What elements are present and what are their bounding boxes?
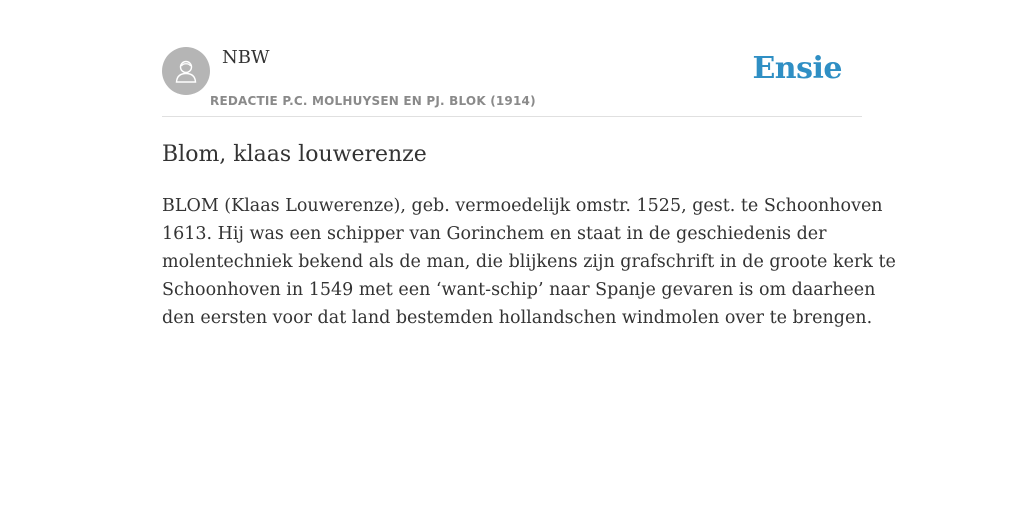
body-line: BLOM (Klaas Louwerenze), geb. vermoedelijk omstr. 1525, gest. te Schoonhoven bbox=[162, 196, 883, 216]
article-body bbox=[162, 192, 896, 332]
body-line: den eersten voor dat land bestemden hollandschen windmolen over te brengen. bbox=[162, 308, 873, 328]
source-subtitle: REDACTIE P.C. MOLHUYSEN EN PJ. BLOK (1914) bbox=[210, 94, 536, 108]
body-line: 1613. Hij was een schipper van Gorinchem en staat in de geschiedenis der bbox=[162, 224, 827, 244]
source-name[interactable]: NBW bbox=[222, 47, 270, 68]
user-icon bbox=[172, 57, 200, 85]
body-line: Schoonhoven in 1549 met een ‘want-schip’ naar Spanje gevaren is om daarheen bbox=[162, 280, 876, 300]
source-header bbox=[162, 47, 862, 117]
ensie-logo[interactable]: Ensie bbox=[752, 51, 842, 86]
body-line: molentechniek bekend als de man, die blijkens zijn grafschrift in de groote kerk te bbox=[162, 252, 896, 272]
avatar[interactable] bbox=[162, 47, 210, 95]
page-title: Blom, klaas louwerenze bbox=[162, 142, 427, 167]
